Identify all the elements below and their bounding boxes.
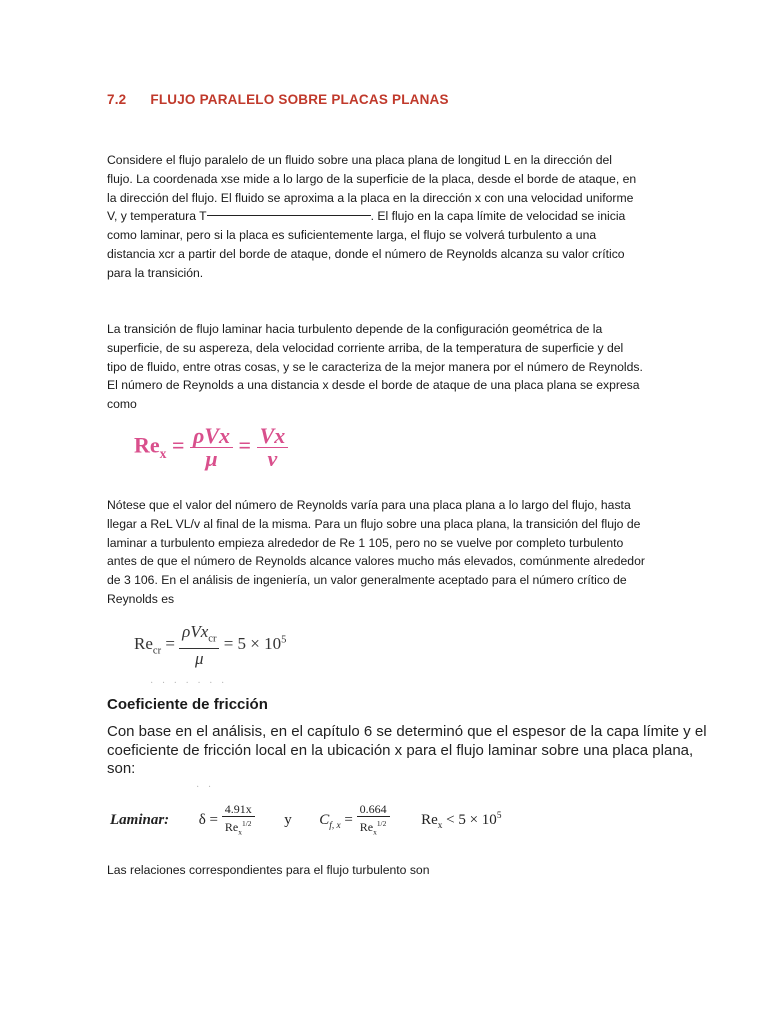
fraction-numerator: Vx <box>259 423 286 448</box>
formula-fraction <box>257 425 289 470</box>
formula-equals: = <box>238 432 252 458</box>
formula-re: Re <box>421 812 438 829</box>
text-line: la dirección del flujo. El fluido se aproxima a la placa en la dirección x con una velocidad uniforme <box>107 190 634 205</box>
text-line-with-blank <box>107 207 667 226</box>
paragraph-intro <box>107 151 667 283</box>
formula-superscript: 1/2 <box>241 819 252 828</box>
text-line: como laminar, pero si la placa es suficientemente larga, el flujo se volverá turbulento a una <box>107 228 597 243</box>
formula-equals: = <box>171 432 185 458</box>
text-line: flujo. La coordenada xse mide a lo largo de la superficie de la placa, desde el borde de ataque, en <box>107 171 637 186</box>
cropped-artifact: · · <box>196 782 215 793</box>
formula-equals: = <box>344 812 353 829</box>
text-line: de 3 106. En el análisis de ingeniería, un valor generalmente aceptado para el número crítico de <box>107 573 627 588</box>
fraction-denominator: ν <box>257 447 289 470</box>
text-line: Reynolds es <box>107 591 175 606</box>
formula-label: Laminar: <box>110 812 170 829</box>
formula-subscript: x <box>159 445 167 461</box>
reynolds-formula <box>134 425 288 470</box>
blank-underline <box>207 215 371 216</box>
text-line: son: <box>107 760 136 777</box>
fraction-denominator: Re <box>224 820 239 834</box>
text-segment: V, y temperatura T <box>107 209 207 224</box>
text-line: laminar a turbulento empieza alrededor de Re 1 105, pero no se vuelve por completo turbulento <box>107 535 624 550</box>
formula-condition: < 5 × 10 <box>446 812 497 829</box>
formula-rhs: = 5 × 10 <box>223 634 282 654</box>
text-line: Nótese que el valor del número de Reynolds varía para una placa plana a lo largo del flujo, hasta <box>107 498 631 512</box>
paragraph-turbulent: Las relaciones correspondientes para el flujo turbulento son <box>107 863 430 877</box>
text-line: superficie, de su aspereza, dela velocidad corriente arriba, de la temperatura de superficie y del <box>107 340 624 355</box>
critical-reynolds-formula: $Re_{cr}$ = $\frac{\rho Vx_{cr}}{\mu}$ = $5 \times 10^5$ <box>134 622 287 669</box>
formula-subscript: cr <box>208 633 217 645</box>
text-line: Considere el flujo paralelo de un fluido sobre una placa plana de longitud L en la dirección del <box>107 153 613 167</box>
formula-fraction <box>190 425 233 470</box>
text-line: La transición de flujo laminar hacia turbulento depende de la configuración geométrica de la <box>107 322 603 336</box>
text-segment: . El flujo en la capa límite de velocidad se inicia <box>370 209 626 224</box>
formula-fraction <box>357 802 390 839</box>
paragraph-reynolds <box>107 496 667 609</box>
text-line: tipo de fluido, entre otras cosas, y se le caracteriza de la mejor manera por el número de Reynolds. <box>107 359 643 374</box>
formula-superscript: 1/2 <box>376 819 387 828</box>
text-line: Con base en el análisis, en el capítulo 6 se determinó que el espesor de la capa límite y el <box>107 723 707 740</box>
fraction-numerator: 4.91x <box>224 802 252 816</box>
section-heading <box>107 92 449 107</box>
text-line: llegar a ReL VL/v al final de la misma. Para un flujo sobre una placa plana, la transición del flujo de <box>107 516 641 531</box>
heading-title: FLUJO PARALELO SOBRE PLACAS PLANAS <box>150 92 449 107</box>
formula-delta: δ = <box>198 812 218 829</box>
formula-re: Re <box>134 634 153 654</box>
formula-subscript: x <box>437 821 443 832</box>
text-line: antes de que el número de Reynolds alcance valores mucho más elevados, comúnmente alrededor <box>107 554 645 569</box>
heading-number: 7.2 <box>107 92 127 107</box>
paragraph-transition <box>107 320 667 414</box>
formula-subscript: f, x <box>329 821 341 832</box>
text-line: distancia xcr a partir del borde de ataque, donde el número de Reynolds alcanza su valor crítico <box>107 246 625 261</box>
formula-fraction <box>222 802 255 839</box>
formula-superscript: 5 <box>281 634 287 646</box>
formula-subscript: cr <box>152 645 162 657</box>
formula-subscript: x <box>238 827 242 837</box>
cropped-artifact: · · · · · · · <box>150 678 228 689</box>
formula-fraction <box>179 622 219 668</box>
fraction-denominator: μ <box>190 447 233 470</box>
formula-re: Re <box>134 432 160 458</box>
formula-cf: C <box>319 812 330 829</box>
fraction-denominator: μ <box>179 648 219 668</box>
fraction-denominator: Re <box>359 820 374 834</box>
paragraph-friction <box>107 723 707 779</box>
formula-superscript: 5 <box>496 811 502 822</box>
fraction-numerator: 0.664 <box>359 802 387 816</box>
formula-subscript: x <box>373 827 377 837</box>
laminar-formula <box>110 802 501 839</box>
text-line: El número de Reynolds a una distancia x desde el borde de ataque de una placa plana se expresa <box>107 378 640 393</box>
subsection-title: Coeficiente de fricción <box>107 696 268 713</box>
fraction-numerator: ρVx <box>182 622 209 641</box>
text-line: para la transición. <box>107 265 204 280</box>
fraction-numerator: ρVx <box>193 423 231 448</box>
formula-conjunction: y <box>284 812 292 829</box>
text-line: como <box>107 397 137 412</box>
text-line: coeficiente de fricción local en la ubicación x para el flujo laminar sobre una placa plana, <box>107 741 694 759</box>
